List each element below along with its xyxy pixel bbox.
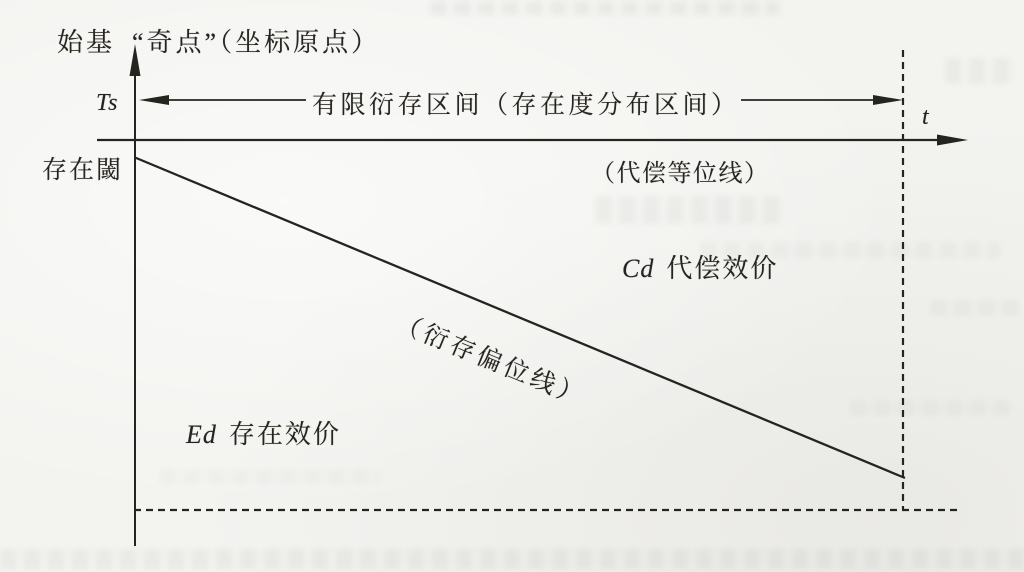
origin-label — [57, 22, 380, 59]
cd-symbol: Cd — [622, 254, 655, 283]
ts-axis-label: Ts — [96, 90, 119, 116]
interval-right-arrowhead-icon — [873, 95, 903, 105]
origin-label-left: 始基 — [57, 28, 116, 57]
existence-threshold-label: 存在閾 — [42, 157, 124, 184]
deviation-line-label: （衍存偏位线） — [391, 309, 590, 413]
existence-valence-label — [186, 414, 341, 451]
ed-symbol: Ed — [186, 420, 217, 449]
cd-text: 代偿效价 — [666, 254, 779, 283]
right-axis-arrowhead-icon — [937, 135, 968, 146]
interval-label: 有限衍存区间（存在度分布区间） — [312, 92, 740, 119]
origin-label-right: “奇点”（坐标原点） — [132, 28, 381, 57]
ed-text: 存在效价 — [228, 420, 341, 449]
interval-left-arrowhead-icon — [139, 95, 169, 105]
t-axis-label: t — [922, 104, 929, 130]
equipotential-line-label: （代偿等位线） — [591, 161, 770, 187]
compensation-valence-label — [622, 248, 778, 285]
